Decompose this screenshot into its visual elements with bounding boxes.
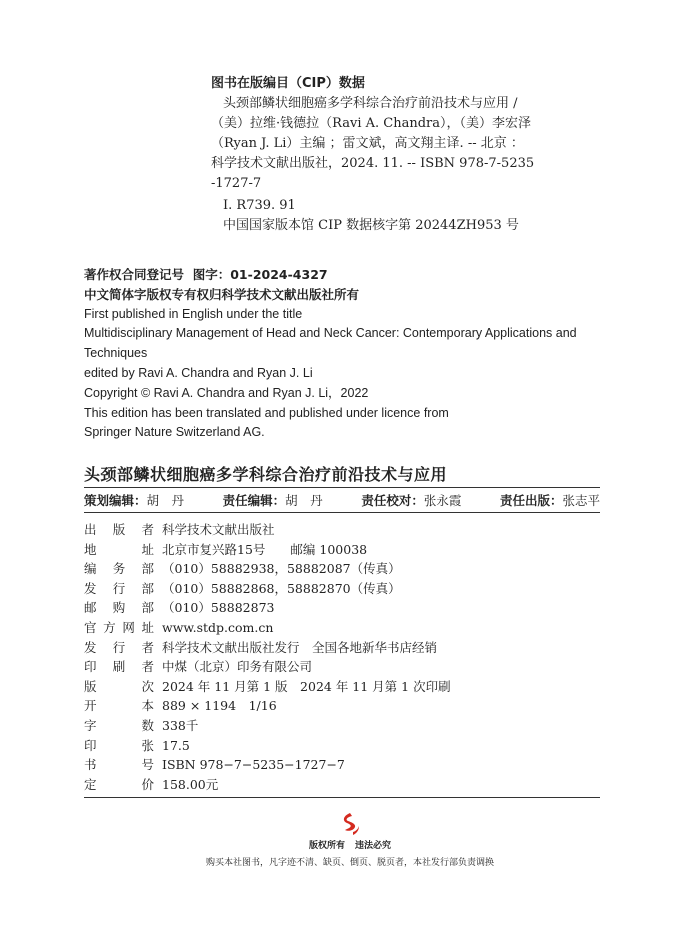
info-key <box>84 520 154 540</box>
info-key <box>84 755 154 775</box>
info-key <box>84 696 154 716</box>
info-value: 科学技术文献出版社 <box>162 522 275 537</box>
copyright-line: Techniques <box>84 346 148 361</box>
info-row <box>84 618 600 638</box>
info-key <box>84 716 154 736</box>
info-key-char: 部 <box>141 580 154 596</box>
info-row <box>84 540 600 560</box>
info-key-char: 部 <box>141 561 154 577</box>
footer-notice: 购买本社图书，凡字迹不清、缺页、倒页、脱页者，本社发行部负责调换 <box>205 858 494 868</box>
cip-line: 头颈部鳞状细胞癌多学科综合治疗前沿技术与应用 / <box>223 96 518 111</box>
divider <box>84 797 600 798</box>
cip-block <box>193 74 573 236</box>
info-row <box>84 696 600 716</box>
info-value: ISBN 978−7−5235−1727−7 <box>162 757 345 773</box>
book-title: 头颈部鳞状细胞癌多学科综合治疗前沿技术与应用 <box>84 465 448 484</box>
divider <box>84 512 600 513</box>
info-row <box>84 520 600 540</box>
copyright-line: Copyright © Ravi A. Chandra and Ryan J. Li，2022 <box>84 385 369 400</box>
copyright-line: First published in English under the title <box>84 306 303 321</box>
registration-label: 著作权合同登记号 <box>84 267 185 282</box>
info-key-char: 者 <box>141 639 154 655</box>
info-key <box>84 559 154 579</box>
rights-cn: 中文简体字版权专有权归科学技术文献出版社所有 <box>84 286 360 302</box>
info-row <box>84 755 600 775</box>
divider <box>84 487 600 488</box>
info-key-char: 本 <box>141 698 154 714</box>
info-row <box>84 638 600 658</box>
cip-title: 图书在版编目（CIP）数据 <box>211 76 365 91</box>
copyright-line: Springer Nature Switzerland AG. <box>84 425 265 440</box>
info-key-char: 者 <box>141 522 154 537</box>
info-value: www.stdp.com.cn <box>162 619 274 635</box>
info-value: 2024 年 11 月第 1 版 2024 年 11 月第 1 次印刷 <box>162 678 451 694</box>
info-key-char: 编 <box>84 561 97 577</box>
footer <box>0 812 700 868</box>
editor-item: 责任编辑：胡 丹 <box>222 493 323 508</box>
info-row <box>84 677 600 697</box>
info-key-char: 刷 <box>112 659 126 675</box>
rights-line <box>0 838 700 851</box>
info-row <box>84 736 600 756</box>
info-value: 17.5 <box>162 737 190 753</box>
info-key-char: 次 <box>141 678 154 694</box>
rights-text: 版权所有 <box>308 841 345 851</box>
info-key-char: 址 <box>141 541 154 557</box>
info-key-char: 网 <box>122 619 135 635</box>
info-value: （010）58882873 <box>162 600 275 616</box>
info-key-char: 部 <box>141 600 154 616</box>
info-key-char: 开 <box>84 698 97 714</box>
editor-item: 责任校对：张永霞 <box>361 493 462 508</box>
info-key <box>84 677 154 697</box>
info-value: 中煤（北京）印务有限公司 <box>162 659 313 675</box>
info-key-char: 发 <box>84 580 97 596</box>
cip-line: -1727-7 <box>211 176 262 191</box>
cip-classification: Ⅰ. R739. 91 <box>223 198 296 213</box>
cip-line: （美）拉维·钱德拉（Ravi A. Chandra），（美）李宏泽 <box>211 116 531 131</box>
info-key-char: 印 <box>84 659 97 675</box>
warning-text: 违法必究 <box>355 841 392 851</box>
info-key <box>84 540 154 560</box>
info-value: （010）58882868，58882870（传真） <box>162 580 401 596</box>
info-key-char: 方 <box>103 619 116 635</box>
copyright-line: Multidisciplinary Management of Head and Neck Cancer: Contemporary Applications and <box>84 326 577 341</box>
info-key <box>84 736 154 756</box>
info-key-char: 字 <box>84 717 97 733</box>
info-value: 北京市复兴路15号 邮编 100038 <box>162 541 368 557</box>
info-row <box>84 598 600 618</box>
info-key <box>84 579 154 599</box>
info-key-char: 张 <box>141 737 154 753</box>
info-key-char: 版 <box>84 678 97 694</box>
info-key-char: 者 <box>141 659 154 675</box>
info-key-char: 价 <box>141 776 154 792</box>
info-value: 338千 <box>162 717 199 733</box>
publication-info <box>84 520 600 794</box>
cip-number: 中国国家版本馆 CIP 数据核字第 20244ZH953 号 <box>223 218 519 233</box>
editor-item: 责任出版：张志平 <box>499 493 600 508</box>
cip-line: （Ryan J. Li）主编 ；雷文斌，高文翔主译. -- 北京 ： <box>211 136 524 151</box>
info-key-char: 定 <box>84 776 97 792</box>
editor-item: 策划编辑：胡 丹 <box>84 493 185 508</box>
info-key <box>84 638 154 658</box>
info-key-char: 数 <box>141 717 154 733</box>
info-key-char: 发 <box>84 639 97 655</box>
info-key-char: 行 <box>112 639 126 655</box>
info-row <box>84 716 600 736</box>
info-key-char: 地 <box>84 541 97 557</box>
info-value: 158.00元 <box>162 776 219 792</box>
info-key-char: 邮 <box>84 600 97 616</box>
info-key-char: 行 <box>112 580 126 596</box>
info-row <box>84 579 600 599</box>
info-value: 科学技术文献出版社发行 全国各地新华书店经销 <box>162 639 438 655</box>
publisher-logo-icon <box>339 812 361 836</box>
registration-line <box>84 265 604 285</box>
info-key-char: 址 <box>141 619 154 635</box>
info-key <box>84 618 154 638</box>
info-row <box>84 657 600 677</box>
info-key-char: 号 <box>141 757 154 773</box>
copyright-line: This edition has been translated and published under licence from <box>84 405 449 420</box>
info-key-char: 务 <box>112 561 126 577</box>
info-key-char: 出 <box>84 522 97 537</box>
info-row <box>84 775 600 795</box>
info-value: （010）58882938，58882087（传真） <box>162 561 401 577</box>
info-key-char: 官 <box>84 619 97 635</box>
cip-line: 科学技术文献出版社，2024. 11. -- ISBN 978-7-5235 <box>211 156 535 171</box>
info-key <box>84 598 154 618</box>
info-key-char: 版 <box>112 522 126 537</box>
copyright-line: edited by Ravi A. Chandra and Ryan J. Li <box>84 365 313 380</box>
info-key <box>84 775 154 795</box>
copyright-block <box>84 265 604 443</box>
info-key-char: 印 <box>84 737 97 753</box>
info-key-char: 购 <box>112 600 126 616</box>
registration-value: 图字：01-2024-4327 <box>192 267 328 282</box>
info-key <box>84 657 154 677</box>
editors-row <box>84 491 600 509</box>
info-key-char: 书 <box>84 757 97 773</box>
info-row <box>84 559 600 579</box>
info-value: 889 × 1194 1/16 <box>162 698 277 714</box>
